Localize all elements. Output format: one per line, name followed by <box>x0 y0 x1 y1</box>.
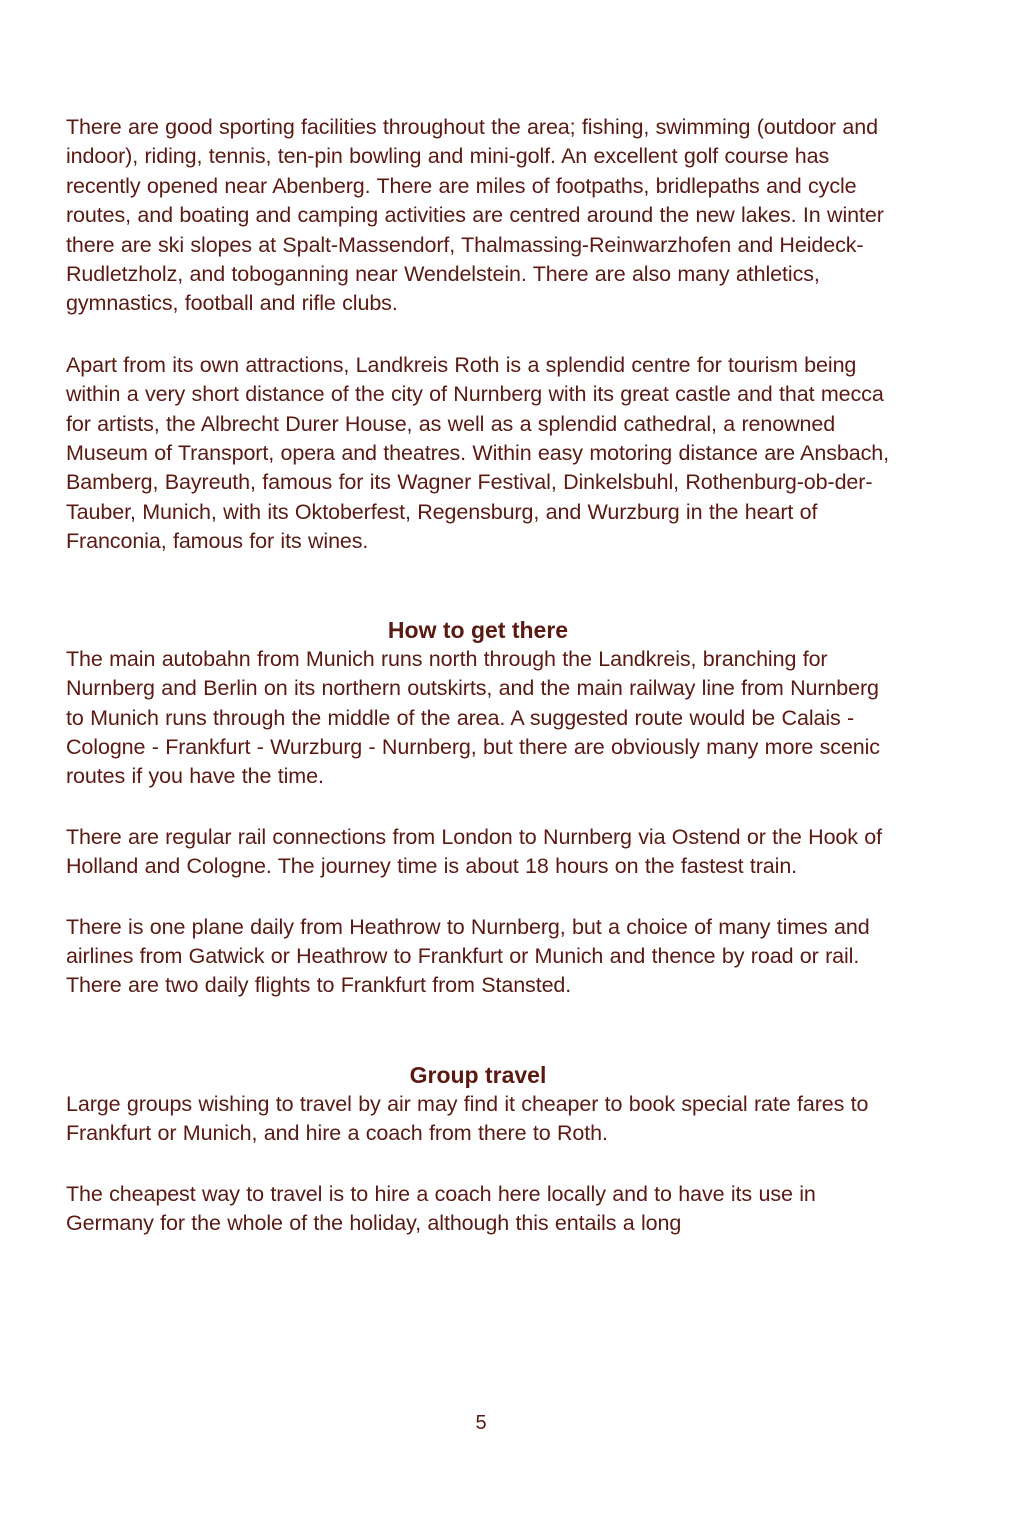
road-paragraph: The main autobahn from Munich runs north through the Landkreis, branching for Nurnberg and Berlin on its northern outskirts, and the main railway line from Nurnberg to Munich runs through the middle of the area. A suggested route would be Calais - Cologne - Frankfurt - Wurzburg - Nurnberg, but there are obviously many more scenic routes if you have the time. <box>66 646 880 789</box>
rail-paragraph: There are regular rail connections from London to Nurnberg via Ostend or the Hook of Holland and Cologne. The journey time is about 18 hours on the fastest train. <box>66 824 883 879</box>
group-air-paragraph: Large groups wishing to travel by air may find it cheaper to book special rate fares to Frankfurt or Munich, and hire a coach from there to Roth. <box>66 1091 869 1146</box>
tourism-paragraph: Apart from its own attractions, Landkreis Roth is a splendid centre for tourism being within a very short distance of the city of Nurnberg with its great castle and that mecca for artists, the Albrecht Durer House, as well as a splendid cathedral, a renowned Museum of Transport, opera and theatres. Within easy motoring distance are Ansbach, Bamberg, Bayreuth, famous for its Wagner Festival, Dinkelsbuhl, Rothenburg-ob-der-Tauber, Munich, with its Oktoberfest, Regensburg, and Wurzburg in the heart of Franconia, famous for its wines. <box>66 352 889 554</box>
group-travel-heading: Group travel <box>409 1061 547 1088</box>
page-body <box>66 113 890 1238</box>
page-number: 5 <box>475 1412 487 1434</box>
coach-paragraph: The cheapest way to travel is to hire a coach here locally and to have its use in Germany for the whole of the holiday, although this entails a long <box>66 1181 816 1235</box>
sports-paragraph: There are good sporting facilities throughout the area; fishing, swimming (outdoor and indoor), riding, tennis, ten-pin bowling and mini-golf. An excellent golf course has recently opened near Abenberg. There are miles of footpaths, bridlepaths and cycle routes, and boating and camping activities are centred around the new lakes. In winter there are ski slopes at Spalt-Massendorf, Thalmassing-Reinwarzhofen and Heideck-Rudletzholz, and toboganning near Wendelstein. There are also many athletics, gymnastics, football and rifle clubs. <box>66 115 884 316</box>
air-paragraph: There is one plane daily from Heathrow to Nurnberg, but a choice of many times and airlines from Gatwick or Heathrow to Frankfurt or Munich and thence by road or rail. There are two daily flights to Frankfurt from Stansted. <box>66 914 870 998</box>
how-to-get-there-heading: How to get there <box>387 616 569 643</box>
